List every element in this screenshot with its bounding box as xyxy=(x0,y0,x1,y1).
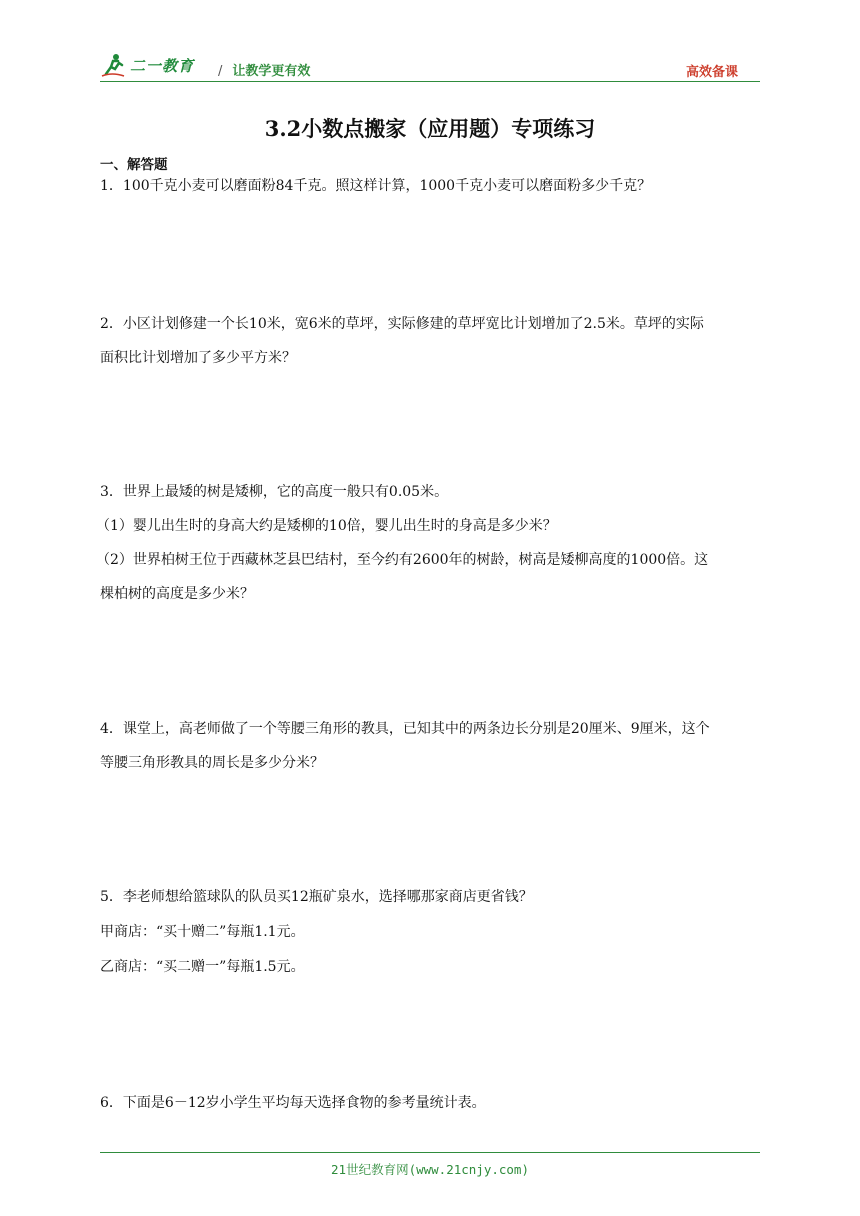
header-divider xyxy=(100,81,760,82)
question-line: 面积比计划增加了多少平方米？ xyxy=(100,350,296,366)
question-5 xyxy=(100,887,533,977)
question-4 xyxy=(100,719,710,773)
question-line: 1．100千克小麦可以磨面粉84千克。照这样计算，1000千克小麦可以磨面粉多少千克？ xyxy=(100,178,652,194)
question-line: 棵柏树的高度是多少米？ xyxy=(100,586,254,602)
question-line: 2．小区计划修建一个长10米，宽6米的草坪，实际修建的草坪宽比计划增加了2.5米。草坪的实际 xyxy=(100,316,704,332)
slogan-text: 让教学更有效 xyxy=(232,64,311,79)
logo-text: 二一教育 xyxy=(130,56,195,75)
question-line: 3．世界上最矮的树是矮柳，它的高度一般只有0.05米。 xyxy=(100,484,449,500)
question-line: 5．李老师想给篮球队的队员买12瓶矿泉水，选择哪那家商店更省钱？ xyxy=(100,889,533,905)
logo xyxy=(100,50,194,80)
question-6 xyxy=(100,1093,486,1113)
question-line: 甲商店：“买十赠二”每瓶1.1元。 xyxy=(100,924,305,940)
page-header xyxy=(100,50,760,84)
question-line: （1）婴儿出生时的身高大约是矮柳的10倍，婴儿出生时的身高是多少米？ xyxy=(96,518,557,534)
question-2 xyxy=(100,314,704,368)
page-title: 3.2小数点搬家（应用题）专项练习 xyxy=(264,116,596,141)
question-3 xyxy=(96,482,709,604)
slogan: / 让教学更有效 xyxy=(218,64,311,79)
footer-divider xyxy=(100,1152,760,1153)
question-line: 等腰三角形教具的周长是多少分米？ xyxy=(100,755,324,771)
question-line: 6．下面是6－12岁小学生平均每天选择食物的参考量统计表。 xyxy=(100,1095,486,1111)
question-line: （2）世界柏树王位于西藏林芝县巴结村，至今约有2600年的树龄，树高是矮柳高度的1000倍。这 xyxy=(96,552,709,568)
question-line: 4．课堂上，高老师做了一个等腰三角形的教具，已知其中的两条边长分别是20厘米、9厘米，这个 xyxy=(100,721,710,737)
header-right-label: 高效备课 xyxy=(685,65,738,80)
footer-text[interactable]: 21世纪教育网(www.21cnjy.com) xyxy=(331,1162,529,1177)
runner-logo-icon xyxy=(100,52,126,78)
question-line: 乙商店：“买二赠一”每瓶1.5元。 xyxy=(100,959,305,975)
section-heading: 一、解答题 xyxy=(100,157,168,173)
question-1 xyxy=(100,176,651,196)
